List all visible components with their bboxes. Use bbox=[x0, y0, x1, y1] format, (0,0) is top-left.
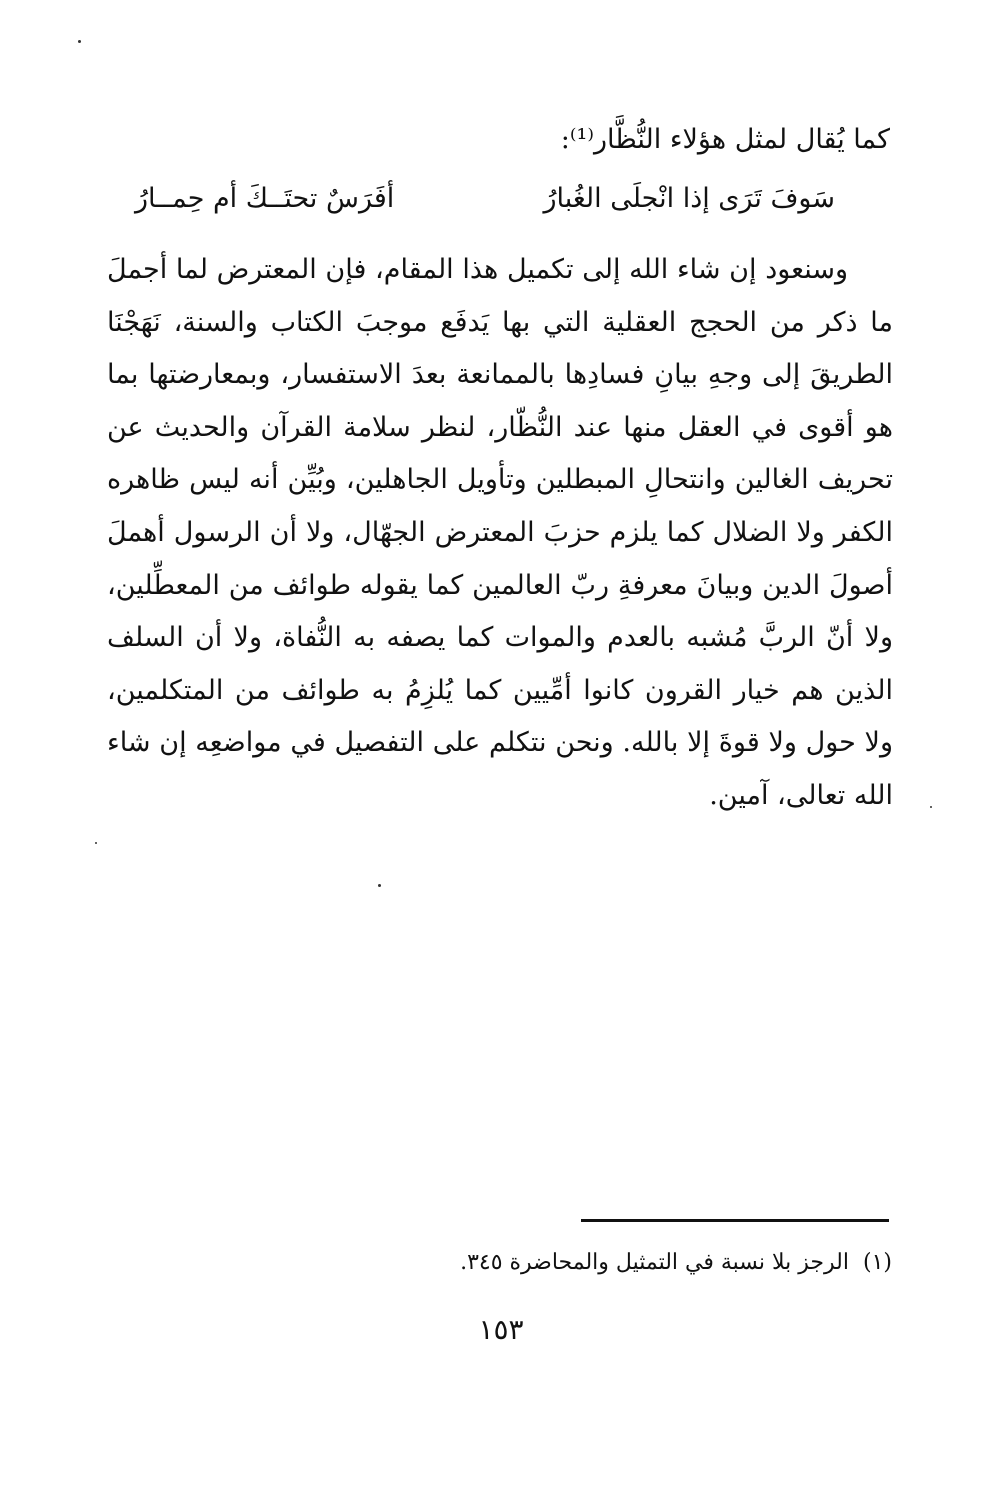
footnote-separator bbox=[581, 1219, 889, 1222]
poetry-verse bbox=[135, 177, 835, 221]
scan-speck bbox=[78, 40, 81, 43]
verse-second-hemistich: أفَرَسٌ تحتَــكَ أم حِمــارُ bbox=[135, 183, 395, 214]
footnote-number: (١) bbox=[862, 1250, 892, 1275]
scan-speck bbox=[930, 806, 932, 808]
scan-speck bbox=[378, 884, 381, 887]
page-number: ١٥٣ bbox=[478, 1313, 524, 1346]
footnote-text: الرجز بلا نسبة في التمثيل والمحاضرة ٣٤٥. bbox=[460, 1250, 849, 1275]
scan-speck bbox=[95, 842, 97, 844]
body-paragraph: وسنعود إن شاء الله إلى تكميل هذا المقام، فإن المعترض لما أجملَ ما ذكر من الحجج العقلية التي بها يَدفَع موجبَ الكتاب والسنة، نَهَجْنَا الطريقَ إلى وجهِ بيانِ فسادِها بالممانعة بعدَ الاستفسار، وبمعارضتها بما هو أقوى في العقل منها عند النُّظّار، لنظر سلامة القرآن والحديث عن تحريف الغالين وانتحالِ المبطلين وتأويل الجاهلين، وبُيِّن أنه ليس ظاهره الكفر ولا الضلال كما يلزم حزبَ المعترض الجهّال، ولا أن الرسول أهملَ أصولَ الدين وبيانَ معرفةِ ربّ العالمين كما يقوله طوائف من المعطِّلين، ولا أنّ الربَّ مُشبه بالعدم والموات كما يصفه به النُّفاة، ولا أن السلف الذين هم خيار القرون كانوا أمِّيين كما يُلزِمُ به طوائف من المتكلمين، ولا حول ولا قوةَ إلا بالله. ونحن نتكلم على التفصيل في مواضعِه إن شاء الله تعالى، آمين. bbox=[107, 254, 893, 811]
footnote bbox=[112, 1248, 892, 1278]
intro-line: كما يُقال لمثل هؤلاء النُّظَّار⁽¹⁾: bbox=[560, 124, 890, 155]
verse-first-hemistich: سَوفَ تَرَى إذا انْجلَى الغُبارُ bbox=[543, 183, 835, 214]
